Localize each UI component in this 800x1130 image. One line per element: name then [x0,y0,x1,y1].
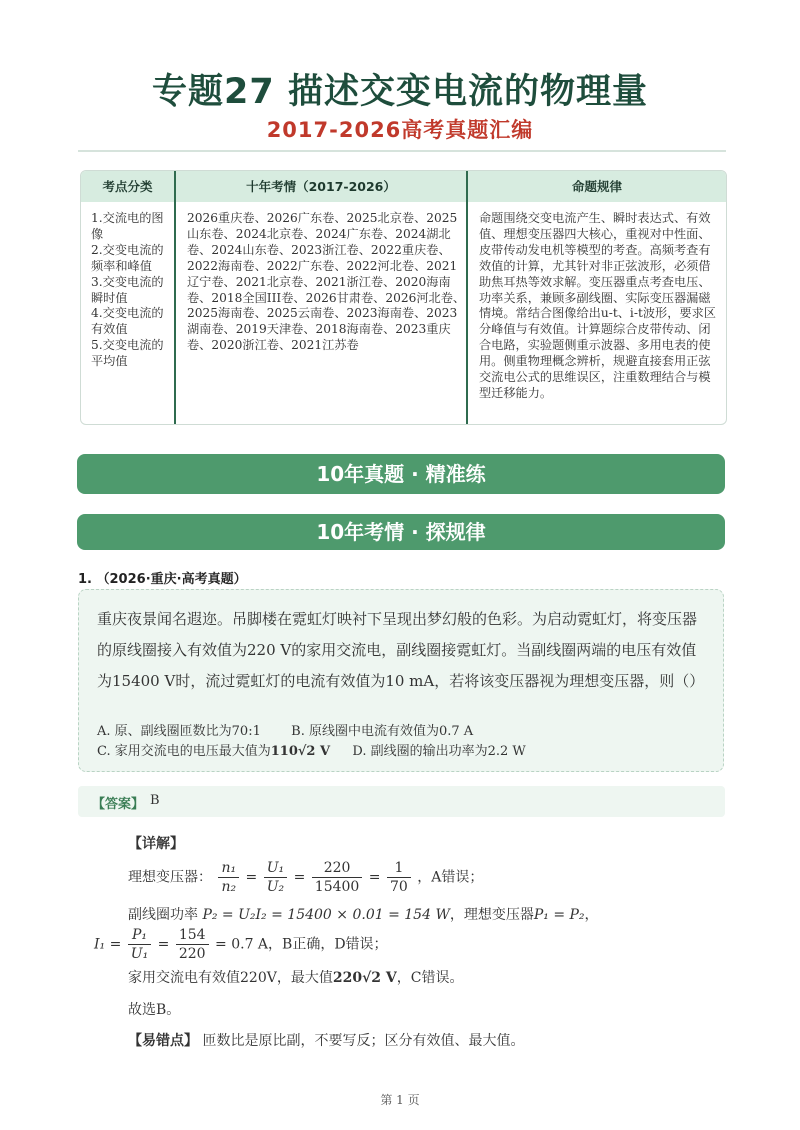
mistake-note: 【易错点】 匝数比是原比副，不要写反；区分有效值、最大值。 [128,1033,525,1049]
list-item: 5.交变电流的平均值 [91,338,164,369]
option-a: A. 原、副线圈匝数比为70:1 [97,724,261,739]
page-title: 专题27 描述交变电流的物理量 [152,72,648,112]
title-divider [78,150,726,152]
list-item: 1.交流电的图像 [91,211,164,241]
answer-bar [78,786,725,817]
explanation-line-4: 家用交流电有效值220V，最大值220√2 V，C错误。 [128,970,464,986]
option-row-1 [97,720,473,739]
option-d: D. 副线圈的输出功率为2.2 W [352,744,526,759]
header-pattern: 命题规律 [571,179,622,194]
answer-value: B [150,793,160,808]
column-divider [174,171,176,424]
page-subtitle: 2017-2026高考真题汇编 [266,118,534,142]
option-row-2 [97,740,526,759]
section-band-pattern: 10年考情 · 探规律 [77,514,725,550]
question-number: 1. [78,572,92,587]
section-band-practice: 10年真题 · 精准练 [77,454,725,494]
question-stem: 重庆夜景闻名遐迩。吊脚楼在霓虹灯映衬下呈现出梦幻般的色彩。为启动霓虹灯，将变压器的原线圈接入有效值为220 V的家用交流电，副线圈接霓虹灯。当副线圈两端的电压有效值为15400 V时，流过霓虹灯的电流有效值为10 mA，若将该变压器视为理想变压器，则（） [97,610,705,690]
pattern-text: 命题围绕交变电流产生、瞬时表达式、有效值、理想变压器四大核心，重视对中性面、皮带传动发电机等模型的考查。高频考查有效值的计算，尤其针对非正弦波形，必须借助焦耳热等效求解。变压器重点考查电压、功率关系，兼顾多副线圈、实际变压器漏磁情境。常结合图像给出u-t、i-t波形，要求区分峰值与有效值。计算题综合皮带传动、闭合电路，实验题侧重示波器、多用电表的使用。侧重物理概念辨析，规避直接套用正弦交流电公式的思维误区，注重数理结合与模型迁移能力。 [479,211,716,400]
question-box [78,589,724,772]
category-list [91,211,173,370]
explanation-line-2: 副线圈功率 P₂ = U₂I₂ = 15400 × 0.01 = 154 W，理想变压器P₁ = P₂， [128,907,599,923]
header-history: 十年考情（2017-2026） [246,179,396,194]
list-item: 3.交变电流的瞬时值 [91,274,164,305]
explanation-line-1: 理想变压器： $\frac{\text{n₁}}{\text{n₂}}$ = $\frac{\text{U₁}}{\text{U₂}}$ = $\frac{220}{15400}$ = $\frac{1}{70}$ ，A错误； [128,860,484,895]
table-header [81,171,726,202]
explanation-line-3: I₁ = $\frac{\text{P₁}}{\text{U₁}}$ = $\frac{154}{220}$ = 0.7 A，B正确，D错误； [94,927,388,962]
overview-table [80,170,727,425]
list-item: 2.交变电流的频率和峰值 [91,242,164,273]
explanation-label: 【详解】 [128,836,184,852]
question-header [78,568,247,587]
option-b: B. 原线圈中电流有效值为0.7 A [291,724,474,739]
list-item: 4.交变电流的有效值 [91,306,164,337]
explanation-line-5: 故选B。 [128,1002,181,1018]
option-c: C. 家用交流电的电压最大值为110√2 V [97,744,331,759]
question-source: （2026·重庆·高考真题） [96,572,247,587]
page-number: 第 1 页 [380,1093,420,1107]
history-text: 2026重庆卷、2026广东卷、2025北京卷、2025山东卷、2024北京卷、2024广东卷、2024湖北卷、2024山东卷、2023浙江卷、2022重庆卷、2022海南卷、2022广东卷、2022河北卷、2021辽宁卷、2021北京卷、2021浙江卷、2020海南卷、2018全国III卷、2026甘肃卷、2026河北卷、2025海南卷、2025云南卷、2023海南卷、2023湖南卷、2019天津卷、2018海南卷、2023重庆卷、2020浙江卷、2021江苏卷 [187,211,466,353]
answer-label: 【答案】 [92,797,145,812]
header-category: 考点分类 [102,179,153,194]
